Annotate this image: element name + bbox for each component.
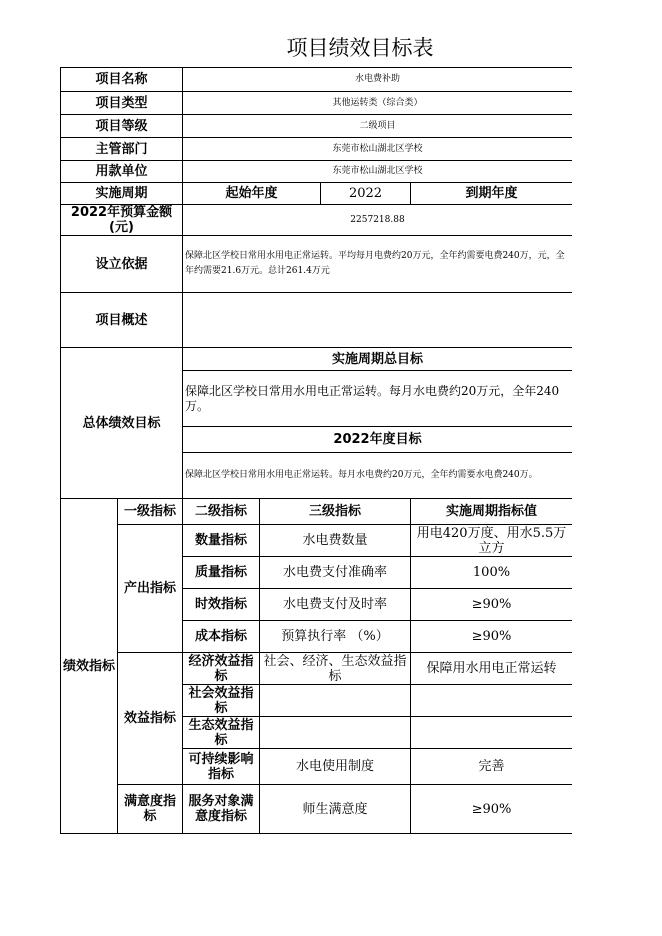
end-year-label-text: 到期年度 [465, 186, 518, 201]
level3-indicator [259, 784, 411, 834]
overview-value [182, 292, 572, 348]
overview-label [60, 292, 183, 348]
level2-indicator-text: 可持续影响指标 [188, 751, 254, 782]
budget-label-text: 2022年预算金额(元) [70, 205, 173, 235]
year-goal-text [182, 452, 572, 499]
level3-indicator-text: 水电费数量 [302, 533, 368, 548]
indicator-value-text: 完善 [478, 759, 505, 774]
end-year-label [410, 182, 572, 205]
header-level3-text: 三级指标 [308, 504, 361, 519]
start-year-label [182, 182, 321, 205]
overall-label [60, 347, 183, 499]
level2-indicator-text: 质量指标 [194, 565, 247, 580]
info-label-text: 项目名称 [95, 72, 148, 87]
period-goal-heading [182, 347, 572, 371]
info-value-text: 东莞市松山湖北区学校 [332, 143, 423, 154]
level3-indicator-text: 师生满意度 [302, 801, 368, 817]
info-value [182, 160, 572, 183]
level2-indicator-text: 服务对象满意度指标 [188, 794, 254, 824]
level2-indicator-text: 数量指标 [194, 533, 247, 548]
period-goal-text [182, 370, 572, 427]
level2-indicator [182, 652, 260, 685]
info-label-text: 项目类型 [95, 95, 148, 111]
budget-value-text: 2257218.88 [350, 214, 405, 225]
level2-indicator [182, 556, 260, 589]
level3-indicator [259, 620, 411, 653]
level3-indicator [259, 716, 411, 749]
header-level2-text: 二级指标 [194, 504, 247, 519]
overview-label-text: 项目概述 [95, 312, 148, 328]
info-value [182, 67, 572, 92]
level3-indicator [259, 524, 411, 557]
info-label [60, 160, 183, 183]
group-benefit [117, 652, 183, 785]
info-label-text: 用款单位 [95, 164, 148, 179]
info-value-text: 二级项目 [359, 120, 396, 131]
level2-indicator [182, 524, 260, 557]
level3-indicator [259, 684, 411, 717]
group-output [117, 524, 183, 653]
start-year-label-text: 起始年度 [225, 186, 278, 201]
group-satisfaction-text: 满意度指标 [123, 794, 176, 824]
basis-label-text: 设立依据 [95, 256, 148, 272]
header-level3 [259, 498, 411, 525]
level2-indicator-text: 社会效益指标 [188, 685, 254, 716]
period-goal-heading-text: 实施周期总目标 [331, 351, 423, 367]
indicator-value [410, 684, 572, 717]
page-title: 项目绩效目标表 [286, 36, 434, 60]
indicator-value [410, 588, 572, 621]
indicator-value-text: ≥90% [471, 801, 512, 817]
level2-indicator [182, 684, 260, 717]
indicator-value [410, 524, 572, 557]
info-label [60, 137, 183, 161]
level2-indicator [182, 748, 260, 785]
start-year-value-text: 2022 [348, 186, 383, 201]
basis-label [60, 235, 183, 293]
perf-label [60, 498, 118, 834]
indicator-value [410, 620, 572, 653]
level3-indicator [259, 588, 411, 621]
level3-indicator [259, 748, 411, 785]
level2-indicator-text: 生态效益指标 [188, 717, 254, 748]
level2-indicator [182, 588, 260, 621]
level3-indicator-text: 水电费支付及时率 [282, 597, 387, 612]
level3-indicator-text: 社会、经济、生态效益指标 [263, 653, 407, 684]
year-goal-heading [182, 426, 572, 453]
indicator-value [410, 748, 572, 785]
group-satisfaction [117, 784, 183, 834]
start-year-value [320, 182, 411, 205]
level2-indicator [182, 620, 260, 653]
indicator-value [410, 716, 572, 749]
header-level1-text: 一级指标 [123, 504, 176, 519]
budget-value [182, 204, 572, 236]
info-value-text: 东莞市松山湖北区学校 [332, 166, 423, 176]
group-benefit-text: 效益指标 [123, 711, 176, 726]
level2-indicator-text: 时效指标 [194, 597, 247, 612]
info-value [182, 114, 572, 138]
level3-indicator-text: 水电使用制度 [295, 759, 374, 774]
perf-label-text: 绩效指标 [62, 658, 115, 674]
info-label [60, 114, 183, 138]
year-goal-heading-text: 2022年度目标 [333, 432, 422, 447]
info-value [182, 91, 572, 115]
header-level2 [182, 498, 260, 525]
basis-value [182, 235, 572, 293]
indicator-value-text: ≥90% [471, 629, 512, 644]
level3-indicator [259, 652, 411, 685]
indicator-value [410, 784, 572, 834]
header-value [410, 498, 572, 525]
indicator-value [410, 556, 572, 589]
budget-label [60, 204, 183, 236]
indicator-value-text: 100% [472, 565, 511, 580]
indicator-value-text: ≥90% [471, 597, 512, 612]
header-value-text: 实施周期指标值 [445, 504, 537, 519]
overall-label-text: 总体绩效目标 [82, 415, 161, 431]
level2-indicator [182, 784, 260, 834]
period-label [60, 182, 183, 205]
info-label-text: 主管部门 [95, 141, 148, 157]
indicator-value-text: 保障用水用电正常运转 [426, 661, 557, 676]
group-output-text: 产出指标 [123, 581, 176, 596]
info-label-text: 项目等级 [95, 118, 148, 134]
year-goal-text-text: 保障北区学校日常用水用电正常运转。每月水电费约20万元，全年约需要水电费240万。 [185, 470, 538, 480]
indicator-value-text: 用电420万度、用水5.5万立方 [416, 525, 567, 556]
level2-indicator-text: 成本指标 [194, 629, 247, 644]
level3-indicator [259, 556, 411, 589]
level3-indicator-text: 预算执行率 （%） [281, 629, 389, 644]
level2-indicator [182, 716, 260, 749]
info-value [182, 137, 572, 161]
info-label [60, 91, 183, 115]
header-level1 [117, 498, 183, 525]
indicator-value [410, 652, 572, 685]
info-value-text: 其他运转类（综合类） [332, 97, 423, 108]
basis-value-text: 保障北区学校日常用水用电正常运转。平均每月电费约20万元，全年约需要电费240万，元，全年约需要21.6万元。总计261.4万元 [185, 251, 565, 276]
info-value-text: 水电费补助 [354, 74, 400, 84]
period-goal-text-text: 保障北区学校日常用水用电正常运转。每月水电费约20万元，全年240万。 [185, 383, 560, 413]
level2-indicator-text: 经济效益指标 [188, 653, 254, 684]
level3-indicator-text: 水电费支付准确率 [282, 565, 387, 580]
info-label [60, 67, 183, 92]
period-label-text: 实施周期 [95, 186, 148, 201]
